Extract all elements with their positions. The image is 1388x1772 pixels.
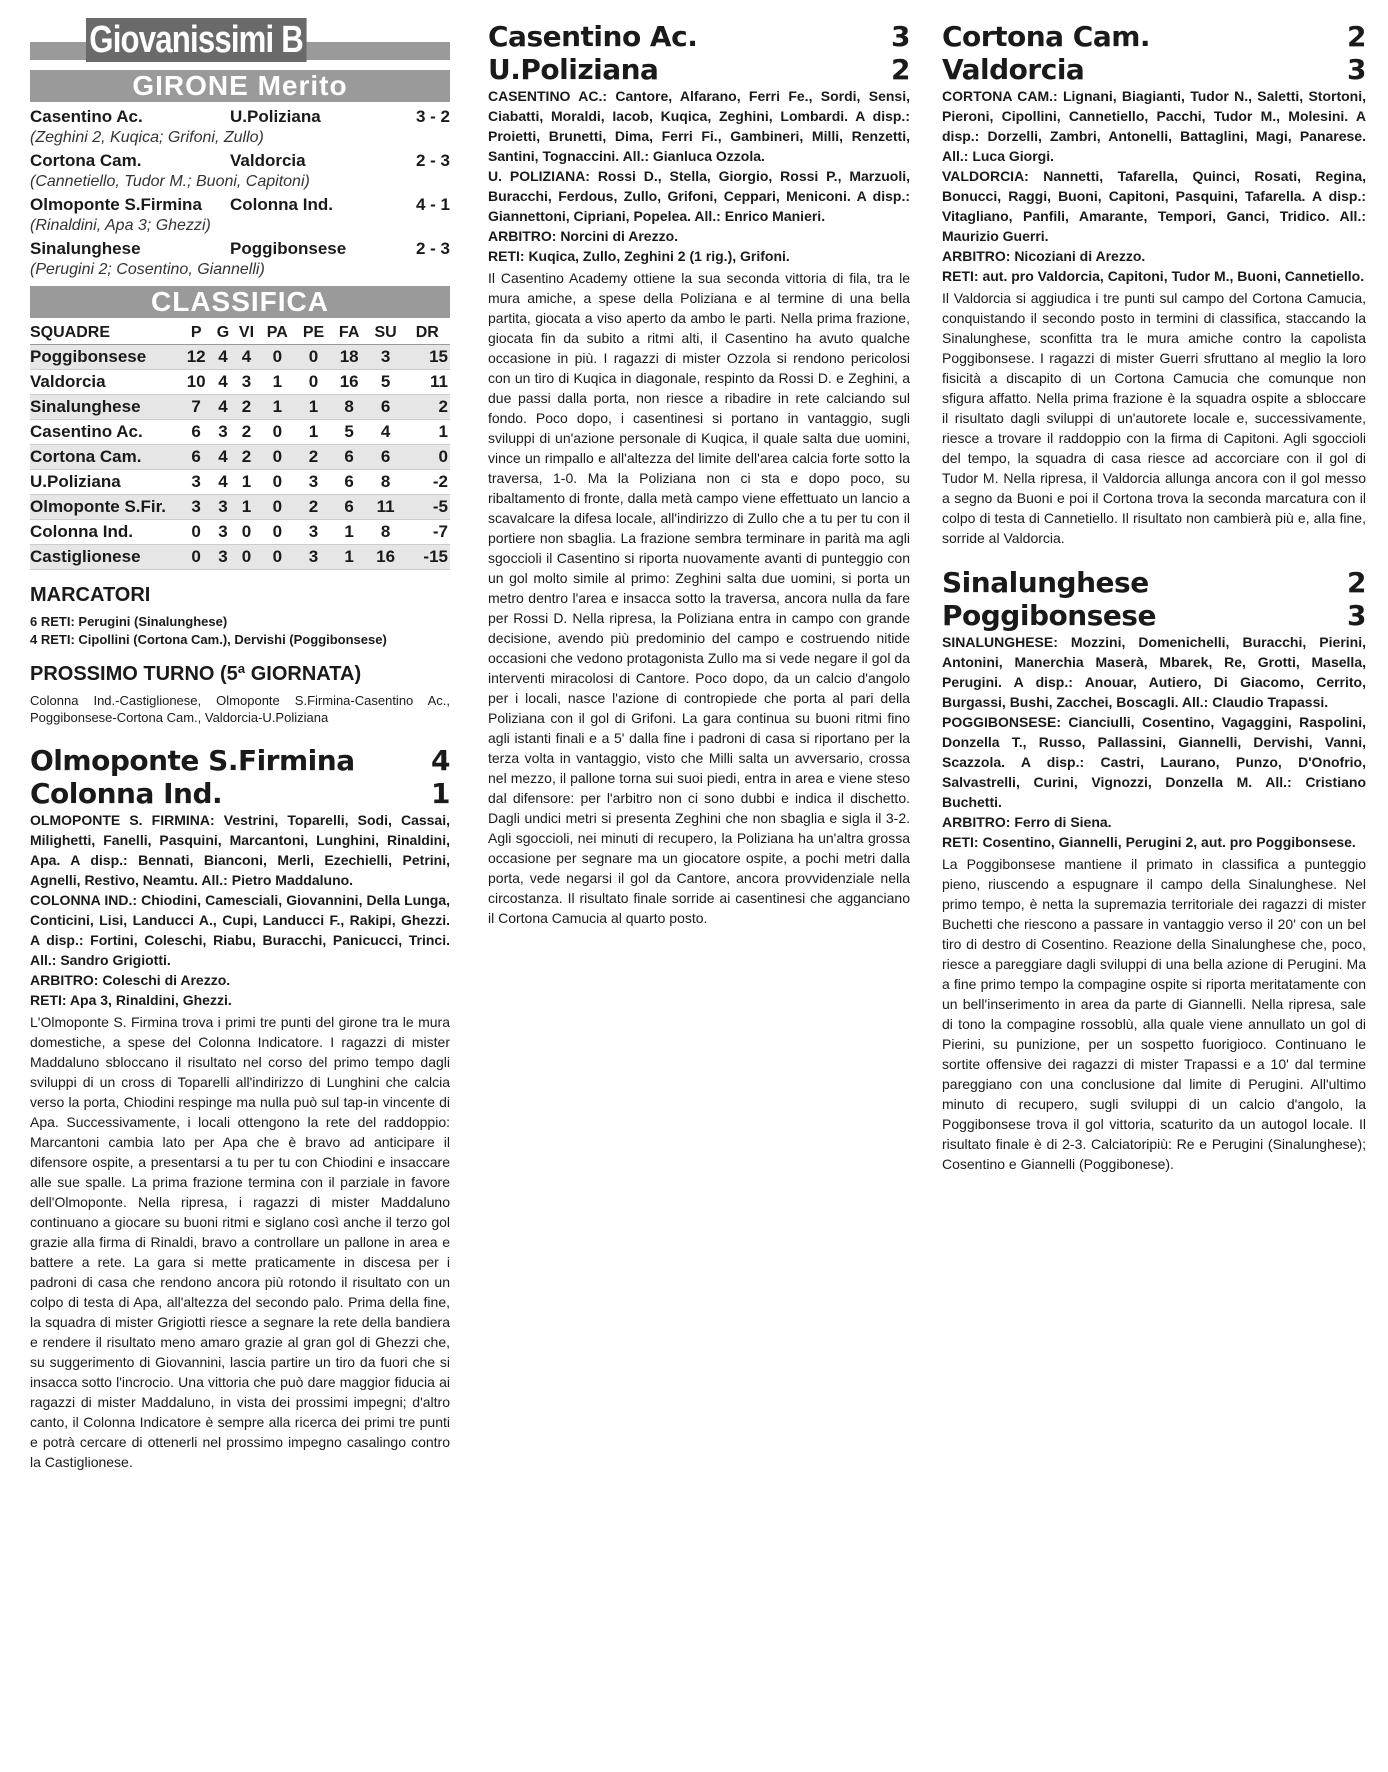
away-goals: 1 (431, 777, 450, 810)
standings-cell: -5 (405, 495, 450, 520)
home-lineup: CORTONA CAM.: Lignani, Biagianti, Tudor N., Saletti, Stortoni, Pieroni, Cipollini, Cannetiello, Pacchi, Tudor M., Molesini. A disp.: Dorzelli, Zambri, Antonelli, Battaglini, Magi, Panarese. All.: Luca Giorgi. (942, 88, 1366, 164)
result-scorers: (Cannetiello, Tudor M.; Buoni, Capitoni) (30, 173, 310, 190)
standings-header-cell: VI (234, 322, 260, 345)
standings-header-cell: SQUADRE (30, 322, 180, 345)
home-team: Cortona Cam. (942, 20, 1151, 53)
home-lineup: CASENTINO AC.: Cantore, Alfarano, Ferri Fe., Sordi, Sensi, Ciabatti, Moraldi, Iacob, Kuqica, Zeghini, Lombardi. A disp.: Proietti, Brunetti, Dima, Ferri Fi., Gambineri, Milli, Renzetti, Santini, Tognaccini. All.: Gianluca Ozzola. (488, 88, 910, 164)
standings-row (30, 370, 450, 395)
standings-cell: 1 (295, 420, 331, 445)
standings-team: Sinalunghese (30, 395, 180, 420)
standings-row (30, 470, 450, 495)
standings-cell: 12 (180, 345, 212, 370)
result-scorers: (Zeghini 2, Kuqica; Grifoni, Zullo) (30, 129, 264, 146)
standings-header-cell: DR (405, 322, 450, 345)
standings-cell: 1 (259, 395, 295, 420)
marcatori-line: 4 RETI: Cipollini (Cortona Cam.), Dervishi (Poggibonsese) (30, 632, 387, 647)
match-article-sinalunghese (942, 566, 1366, 1174)
goals: RETI: Apa 3, Rinaldini, Ghezzi. (30, 992, 232, 1008)
standings-team: U.Poliziana (30, 470, 180, 495)
standings-row (30, 345, 450, 370)
match-home-line (942, 566, 1366, 599)
match-article-cortona (942, 20, 1366, 548)
standings-cell: 3 (212, 545, 233, 570)
away-team: U.Poliziana (488, 53, 659, 86)
result-score: 3 - 2 (415, 107, 450, 126)
standings-team: Casentino Ac. (30, 420, 180, 445)
result-row (30, 106, 450, 128)
standings-cell: 0 (405, 445, 450, 470)
referee: ARBITRO: Norcini di Arezzo. (488, 228, 679, 244)
result-scorers: (Rinaldini, Apa 3; Ghezzi) (30, 217, 211, 234)
marcatori-title: MARCATORI (30, 584, 151, 606)
result-score: 2 - 3 (415, 151, 450, 170)
standings-team: Cortona Cam. (30, 445, 180, 470)
standings-row (30, 445, 450, 470)
standings-row (30, 420, 450, 445)
standings-cell: 2 (295, 445, 331, 470)
standings-cell: 3 (212, 495, 233, 520)
article-body: La Poggibonsese mantiene il primato in classifica a punteggio pieno, riuscendo a espugnare il campo della Sinalunghese. Nel primo tempo, è netta la supremazia territoriale dei ragazzi di mister Buchetti che riescono a passare in vantaggio verso il 20' con un bel tiro di destro di Cosentino. Reazione della Sinalunghese che, poco, riesce a pareggiare dagli sviluppi di una bella azione di Perugini. Ma a fine primo tempo la compagine ospite si riporta meritatamente con un bell'inserimento in area da parte di Giannelli. Nella ripresa, sale di tono la compagine rossoblù, alla quale viene annullato un gol di Pierini, su punizione, per un sospetto fuorigioco. Continuano le sortite offensive dei ragazzi di mister Trapassi e a 10' dal termine pareggiano con una conclusione dal limite di Perugini. All'ultimo minuto di recupero, sugli sviluppi di un calcio d'angolo, la Poggibonsese trova il gol vittoria, scaturito da un autogol locale. Il risultato finale è di 2-3. Calciatoripiù: Re e Perugini (Sinalunghese); Cosentino e Giannelli (Poggibonese). (942, 856, 1366, 1172)
prossimo-turno-title: PROSSIMO TURNO (5ª GIORNATA) (30, 663, 362, 685)
result-home-team: Cortona Cam. (30, 151, 142, 170)
standings-cell: 6 (180, 420, 212, 445)
match-away-line (942, 53, 1366, 86)
standings-cell: 1 (405, 420, 450, 445)
home-lineup: OLMOPONTE S. FIRMINA: Vestrini, Toparelli, Sodi, Cassai, Milighetti, Fanelli, Pasquini, Marcantoni, Lunghini, Rinaldini, Apa. A disp.: Bennati, Bianconi, Merli, Ezechielli, Petrini, Agnelli, Restivo, Neamtu. All.: Pietro Maddaluno. (30, 812, 450, 888)
standings-header-cell: FA (332, 322, 367, 345)
home-team: Casentino Ac. (488, 20, 698, 53)
standings-cell: 0 (259, 495, 295, 520)
standings-cell: 0 (259, 345, 295, 370)
standings-cell: 1 (332, 520, 367, 545)
article-body: Il Valdorcia si aggiudica i tre punti sul campo del Cortona Camucia, conquistando il secondo posto in termini di classifica, staccando la Sinalunghese, sconfitta tra le mura amiche contro la capolista Poggibonsese. I ragazzi di mister Guerri sfruttano al meglio la loro fisicità a discapito di un Cortona Camucia che comunque non sfigura affatto. Nella prima frazione è la squadra ospite a sbloccare il risultato dagli sviluppi di un'autorete locale e, successivamente, riesce a trovare il raddoppio con la firma di Capitoni. Agli sgoccioli del tempo, la squadra di casa riesce ad accorciare con il gol di Tudor M. Nella ripresa, il Valdorcia allunga ancora con il gol messo a segno da Buoni e poi il Cortona trova la seconda marcatura con il colpo di testa di Cannetiello. Il risultato non cambierà più e, alla fine, sorride al Valdorcia. (942, 290, 1366, 546)
standings-team: Olmoponte S.Fir. (30, 495, 180, 520)
match-away-line (488, 53, 910, 86)
home-team: Sinalunghese (942, 566, 1149, 599)
goals: RETI: aut. pro Valdorcia, Capitoni, Tudor M., Buoni, Cannetiello. (942, 268, 1365, 284)
match-home-line (488, 20, 910, 53)
standings-header-cell: P (180, 322, 212, 345)
result-row (30, 194, 450, 216)
goals: RETI: Kuqica, Zullo, Zeghini 2 (1 rig.), Grifoni. (488, 248, 790, 264)
standings-row (30, 545, 450, 570)
standings-team: Castiglionese (30, 545, 180, 570)
standings-cell: 3 (180, 495, 212, 520)
away-goals: 2 (891, 53, 910, 86)
results-list (30, 106, 450, 280)
column-left (30, 20, 450, 1472)
standings-cell: 3 (212, 420, 233, 445)
result-home-team: Sinalunghese (30, 239, 141, 258)
marcatori-line: 6 RETI: Perugini (Sinalunghese) (30, 614, 228, 629)
away-lineup: VALDORCIA: Nannetti, Tafarella, Quinci, Rosati, Regina, Bonucci, Raggi, Buoni, Capitoni, Pasquini, Tafarella. A disp.: Vitagliano, Panfili, Amarante, Tempori, Ganci, Tridico. All.: Maurizio Guerri. (942, 168, 1366, 244)
standings-header-cell: SU (367, 322, 405, 345)
standings-cell: 0 (234, 545, 260, 570)
standings-cell: 0 (259, 420, 295, 445)
standings-body (30, 345, 450, 570)
article-body: Il Casentino Academy ottiene la sua seconda vittoria di fila, tra le mura amiche, a spese della Poliziana e al termine di una bella partita, giocata a viso aperto da ambo le parti. Nella prima frazione, giocata fin da subito a ritmi alti, il Casentino ha avuto qualche occasione in più. I ragazzi di mister Ozzola si rendono pericolosi con un tiro di Kuqica in diagonale, respinto da Rossi D. e Zeghini, a due passi dalla porta, non riesce a ribadire in rete calciando sul fondo. Poco dopo, i casentinesi si portano in vantaggio, sugli sviluppi di un'azione personale di Kuqica, il quale salta due uomini, vince un rimpallo e all'altezza del limite dell'area calcia forte sotto la traversa, 1-0. Ma la Poliziana non ci sta e dopo poco, su ribaltamento di fronte, dalla metà campo viene effettuato un lancio a scavalcare la difesa locale, all'indirizzo di Zullo che a tu per tu con il portiere non sbaglia. La frazione sembra terminare in parità ma agli sgoccioli il Casentino si riporta nuovamente avanti di punteggio con un gol molto simile al primo: Zeghini salta due uomini, si porta un metro dentro l'area e insacca sotto la traversa, ancora nulla da fare per Rossi D. Nella ripresa, la Poliziana entra in campo con grande decisione, avendo più predominio del campo e costruendo nitide occasioni che vedono protagonista Zullo ma si vede negare il gol da interventi miracolosi di Cantore. Poco dopo, da un calcio d'angolo per i locali, nasce l'azione di contropiede che porta al pari della Poliziana con il gol di Grifoni. La gara continua su buoni ritmi fino agli istanti finali e a 5' dalla fine i padroni di casa si riportano per la terza volta in vantaggio, visto che Milli salta un avversario, crossa nel mezzo, il pallone torna sui suoi piedi, entra in area e viene steso dal difensore: per l'arbitro non ci sono dubbi e indica il dischetto. Dagli undici metri si presenta Zeghini che non sbaglia e sigla il 3-2. Agli sgoccioli, nei minuti di recupero, la Poliziana ha un'altra grossa occasione per segnare ma un giocatore ospite, a pochi metri dalla porta, vede negarsi il gol da Cantore, ancora provvidenziale nella circostanza. Il risultato finale sorride ai casentinesi che agganciano il Cortona Camucia al quarto posto. (488, 270, 910, 926)
standings-cell: 4 (212, 445, 233, 470)
standings-cell: -15 (405, 545, 450, 570)
article-body: L'Olmoponte S. Firmina trova i primi tre punti del girone tra le mura domestiche, a spese del Colonna Indicatore. I ragazzi di mister Maddaluno sbloccano il risultato nel corso del primo tempo dagli sviluppi di un cross di Toparelli all'indirizzo di Lunghini che calcia verso la porta, Chiodini respinge ma nulla può sul tap-in vincente di Apa. Successivamente, i locali ottengono la rete del raddoppio: Marcantoni cambia lato per Apa che è bravo ad anticipare il difensore ospite, a presentarsi a tu per tu con Chiodini e insaccare alle sue spalle. La prima frazione termina con il parziale in favore dell'Olmoponte. Nella ripresa, i ragazzi di mister Maddaluno continuano a giocare su buoni ritmi e siglano così anche il terzo gol grazie alla firma di Rinaldi, bravo a controllare un pallone in area e battere a rete. La gara si mette praticamente in discesa per i padroni di casa che rendono ancora più rotondo il risultato con un colpo di testa di Apa, all'altezza del secondo palo. Prima della fine, la squadra di mister Grigiotti riesce a segnare la rete della bandiera e rendere il risultato meno amaro grazie al gran gol di Ghezzi che, su suggerimento di Giovannini, lascia partire un tiro da fuori che si insacca sotto l'incrocio. Una vittoria che può dare maggior fiducia ai ragazzi di mister Maddaluno, in vista dei prossimi impegni; d'altro canto, il Colonna Indicatore è sempre alla ricerca dei primi tre punti e potrà cercare di ottenerli nel prossimo impegno casalingo contro la Castiglionese. (30, 1014, 450, 1470)
column-middle (488, 20, 910, 928)
standings-cell: 2 (405, 395, 450, 420)
away-goals: 3 (1347, 599, 1366, 632)
match-away-line (30, 777, 450, 810)
away-lineup: COLONNA IND.: Chiodini, Camesciali, Giovannini, Della Lunga, Conticini, Lisi, Landucci A., Cupi, Landucci F., Rakipi, Ghezzi. A disp.: Fortini, Coleschi, Riabu, Buracchi, Panicucci, Trinci. All.: Sandro Grigiotti. (30, 892, 450, 968)
standings-cell: 4 (212, 370, 233, 395)
standings-cell: 11 (367, 495, 405, 520)
result-score: 4 - 1 (415, 195, 450, 214)
standings-cell: 15 (405, 345, 450, 370)
standings-cell: 3 (295, 545, 331, 570)
away-goals: 3 (1347, 53, 1366, 86)
column-right (942, 20, 1366, 1174)
standings-cell: 0 (295, 370, 331, 395)
away-team: Colonna Ind. (30, 777, 223, 810)
standings-cell: 0 (295, 345, 331, 370)
standings-cell: 18 (332, 345, 367, 370)
standings-header-cell: G (212, 322, 233, 345)
standings-table (30, 322, 450, 570)
standings-cell: 5 (367, 370, 405, 395)
standings-cell: 1 (234, 495, 260, 520)
standings-cell: 3 (234, 370, 260, 395)
result-score: 2 - 3 (415, 239, 450, 258)
match-home-line (30, 744, 450, 777)
standings-cell: 1 (259, 370, 295, 395)
standings-cell: 2 (295, 495, 331, 520)
standings-cell: 11 (405, 370, 450, 395)
match-away-line (942, 599, 1366, 632)
result-row (30, 150, 450, 172)
goals: RETI: Cosentino, Giannelli, Perugini 2, aut. pro Poggibonsese. (942, 834, 1356, 850)
standings-header-cell: PA (259, 322, 295, 345)
standings-cell: 4 (212, 470, 233, 495)
match-home-line (942, 20, 1366, 53)
referee: ARBITRO: Nicoziani di Arezzo. (942, 248, 1146, 264)
standings-cell: 6 (332, 445, 367, 470)
standings-cell: 0 (259, 520, 295, 545)
standings-cell: 0 (180, 520, 212, 545)
standings-team: Colonna Ind. (30, 520, 180, 545)
standings-row (30, 395, 450, 420)
standings-cell: 3 (212, 520, 233, 545)
section-header (30, 20, 450, 64)
home-goals: 2 (1347, 20, 1366, 53)
standings-cell: 4 (367, 420, 405, 445)
result-home-team: Casentino Ac. (30, 107, 143, 126)
standings-cell: 1 (295, 395, 331, 420)
home-team: Olmoponte S.Firmina (30, 744, 355, 777)
match-article-olmoponte (30, 744, 450, 1472)
home-lineup: SINALUNGHESE: Mozzini, Domenichelli, Buracchi, Pierini, Antonini, Manerchia Maserà, Mbarek, Re, Grotti, Masella, Perugini. A disp.: Anouar, Autiero, Di Giacomo, Cerrito, Burgassi, Bushi, Zacchei, Boscagli. All.: Claudio Trapassi. (942, 634, 1366, 710)
classifica-title: CLASSIFICA (30, 286, 450, 318)
standings-cell: 3 (367, 345, 405, 370)
result-away-team: U.Poliziana (230, 107, 321, 126)
standings-cell: 0 (259, 545, 295, 570)
standings-row (30, 520, 450, 545)
standings-cell: 0 (234, 520, 260, 545)
standings-row (30, 495, 450, 520)
standings-cell: 1 (332, 545, 367, 570)
prossimo-turno-text: Colonna Ind.-Castiglionese, Olmoponte S.Firmina-Casentino Ac., Poggibonsese-Cortona Cam., Valdorcia-U.Poliziana (30, 693, 450, 725)
standings-team: Poggibonsese (30, 345, 180, 370)
standings-cell: 16 (332, 370, 367, 395)
standings-cell: 8 (367, 470, 405, 495)
referee: ARBITRO: Ferro di Siena. (942, 814, 1112, 830)
home-goals: 4 (431, 744, 450, 777)
away-team: Valdorcia (942, 53, 1085, 86)
page-title: Giovanissimi B (86, 18, 306, 62)
match-article-casentino (488, 20, 910, 928)
result-scorers: (Perugini 2; Cosentino, Giannelli) (30, 261, 265, 278)
standings-cell: -2 (405, 470, 450, 495)
standings-cell: 0 (259, 445, 295, 470)
home-goals: 2 (1347, 566, 1366, 599)
away-team: Poggibonsese (942, 599, 1156, 632)
standings-cell: 0 (259, 470, 295, 495)
standings-cell: 4 (212, 395, 233, 420)
result-away-team: Poggibonsese (230, 239, 347, 258)
standings-cell: 8 (332, 395, 367, 420)
standings-cell: 6 (367, 445, 405, 470)
standings-cell: 2 (234, 395, 260, 420)
standings-cell: 2 (234, 420, 260, 445)
standings-cell: 6 (367, 395, 405, 420)
standings-cell: 10 (180, 370, 212, 395)
standings-cell: 0 (180, 545, 212, 570)
standings-cell: 3 (295, 520, 331, 545)
standings-cell: 1 (234, 470, 260, 495)
standings-cell: 7 (180, 395, 212, 420)
standings-cell: 2 (234, 445, 260, 470)
result-away-team: Valdorcia (230, 151, 306, 170)
standings-cell: 6 (332, 495, 367, 520)
standings-cell: 5 (332, 420, 367, 445)
result-home-team: Olmoponte S.Firmina (30, 195, 202, 214)
standings-team: Valdorcia (30, 370, 180, 395)
standings-cell: 4 (234, 345, 260, 370)
result-row (30, 238, 450, 260)
home-goals: 3 (891, 20, 910, 53)
standings-cell: 4 (212, 345, 233, 370)
standings-cell: 6 (180, 445, 212, 470)
away-lineup: POGGIBONSESE: Cianciulli, Cosentino, Vagaggini, Raspolini, Donzella T., Russo, Pallassini, Giannelli, Dervishi, Vanni, Scazzola. A disp.: Castri, Laurano, Punzo, D'Onofrio, Salvastrelli, Curini, Vignozzi, Donzella M. All.: Cristiano Buchetti. (942, 714, 1366, 810)
standings-header-row (30, 322, 450, 345)
standings-cell: 3 (295, 470, 331, 495)
standings-cell: -7 (405, 520, 450, 545)
standings-header-cell: PE (295, 322, 331, 345)
standings-cell: 16 (367, 545, 405, 570)
girone-title: GIRONE Merito (30, 70, 450, 102)
standings-cell: 3 (180, 470, 212, 495)
referee: ARBITRO: Coleschi di Arezzo. (30, 972, 231, 988)
result-away-team: Colonna Ind. (230, 195, 333, 214)
away-lineup: U. POLIZIANA: Rossi D., Stella, Giorgio, Rossi P., Marzuoli, Buracchi, Ferdous, Zullo, Grifoni, Ceppari, Meniconi. A disp.: Giannettoni, Cipriani, Popelea. All.: Enrico Manieri. (488, 168, 910, 224)
standings-cell: 6 (332, 470, 367, 495)
standings-cell: 8 (367, 520, 405, 545)
